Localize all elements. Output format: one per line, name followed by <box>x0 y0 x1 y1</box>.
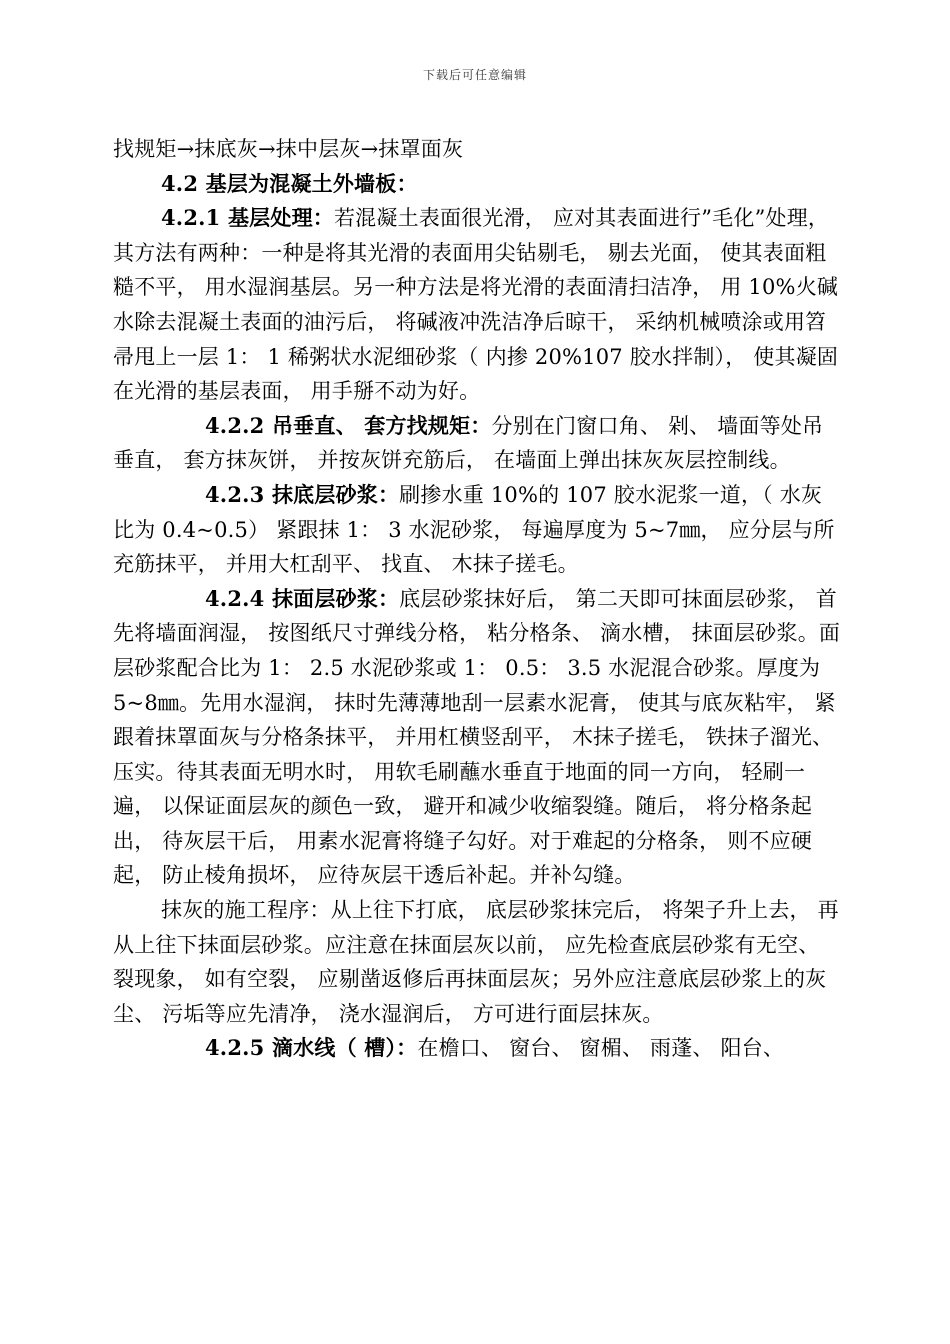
subheading-4-2-3: 4.2.3 抹底层砂浆： <box>205 481 400 507</box>
paragraph-procedure: 抹灰的施工程序：从上往下打底， 底层砂浆抹完后， 将架子升上去， 再从上往下抹面层砂浆。应注意在抹面层灰以前， 应先检查底层砂浆有无空、 裂现象， 如有空裂， 应剔凿返修后再抹面层灰；另外应注意底层砂浆上的灰尘、 污垢等应先清净， 浇水湿润后， 方可进行面层抹灰。 <box>113 898 839 1026</box>
text-4-2-4: 底层砂浆抹好后， 第二天即可抹面层砂浆， 首先将墙面润湿， 按图纸尺寸弹线分格， 粘分格条、 滴水槽， 抹面层砂浆。面层砂浆配合比为 1： 2.5 水泥砂浆或 1： 0.5： 3.5 水泥混合砂浆。厚度为 5~8㎜。先用水湿润， 抹时先薄薄地刮一层素水泥膏， 使其与底灰粘牢， 紧跟着抹罩面灰与分格条抹平， 并用杠横竖刮平， 木抹子搓毛， 铁抹子溜光、 压实。待其表面无明水时， 用软毛刷蘸水垂直于地面的同一方向， 轻刷一遍， 以保证面层灰的颜色一致， 避开和减少收缩裂缝。随后， 将分格条起出， 待灰层干后， 用素水泥膏将缝子勾好。对于难起的分格条， 则不应硬起， 防止棱角损坏， 应待灰层干透后补起。并补勾缝。 <box>113 586 841 888</box>
paragraph-4-2-1 <box>113 201 841 409</box>
paragraph-4-2-2 <box>113 409 841 478</box>
paragraph-4-2-4 <box>113 582 841 893</box>
section-heading-4-2: 4.2 基层为混凝土外墙板： <box>161 170 418 196</box>
paragraph-4-2-5 <box>113 1031 841 1066</box>
page-header-note: 下载后可任意编辑 <box>422 68 527 82</box>
text-4-2-1: 若混凝土表面很光滑， 应对其表面进行”毛化”处理， 其方法有两种：一种是将其光滑的表面用尖钻剔毛， 剔去光面， 使其表面粗糙不平， 用水湿润基层。另一种方法是将光滑的表面清扫洁净， 用 10%火碱水除去混凝土表面的油污后， 将碱液冲洗洁净后晾干， 采纳机械喷涂或用笤帚甩上一层 1： 1 稀粥状水泥细砂浆（ 内掺 20%107 胶水拌制）， 使其凝固在光滑的基层表面， 用手掰不动为好。 <box>113 206 839 404</box>
text-4-2-3: 刷掺水重 10%的 107 胶水泥浆一道，（ 水灰比为 0.4~0.5） 紧跟抹 1： 3 水泥砂浆， 每遍厚度为 5~7㎜， 应分层与所充筋抹平， 并用大杠刮平、 找直、 木抹子搓毛。 <box>113 482 835 577</box>
subheading-4-2-5: 4.2.5 滴水线（ 槽）： <box>205 1035 418 1061</box>
document-body <box>113 132 841 1066</box>
text-4-2-5: 在檐口、 窗台、 窗楣、 雨蓬、 阳台、 <box>417 1036 785 1061</box>
text-4-2-2: 分别在门窗口角、 剁、 墙面等处吊垂直， 套方抹灰饼， 并按灰饼充筋后， 在墙面上弹出抹灰灰层控制线。 <box>113 413 824 473</box>
process-flow-line: 找规矩→抹底灰→抹中层灰→抹罩面灰 <box>113 137 464 161</box>
subheading-4-2-1: 4.2.1 基层处理： <box>161 205 334 231</box>
subheading-4-2-2: 4.2.2 吊垂直、 套方找规矩： <box>205 412 492 438</box>
subheading-4-2-4: 4.2.4 抹面层砂浆： <box>205 585 400 611</box>
paragraph-4-2-3 <box>113 478 841 582</box>
